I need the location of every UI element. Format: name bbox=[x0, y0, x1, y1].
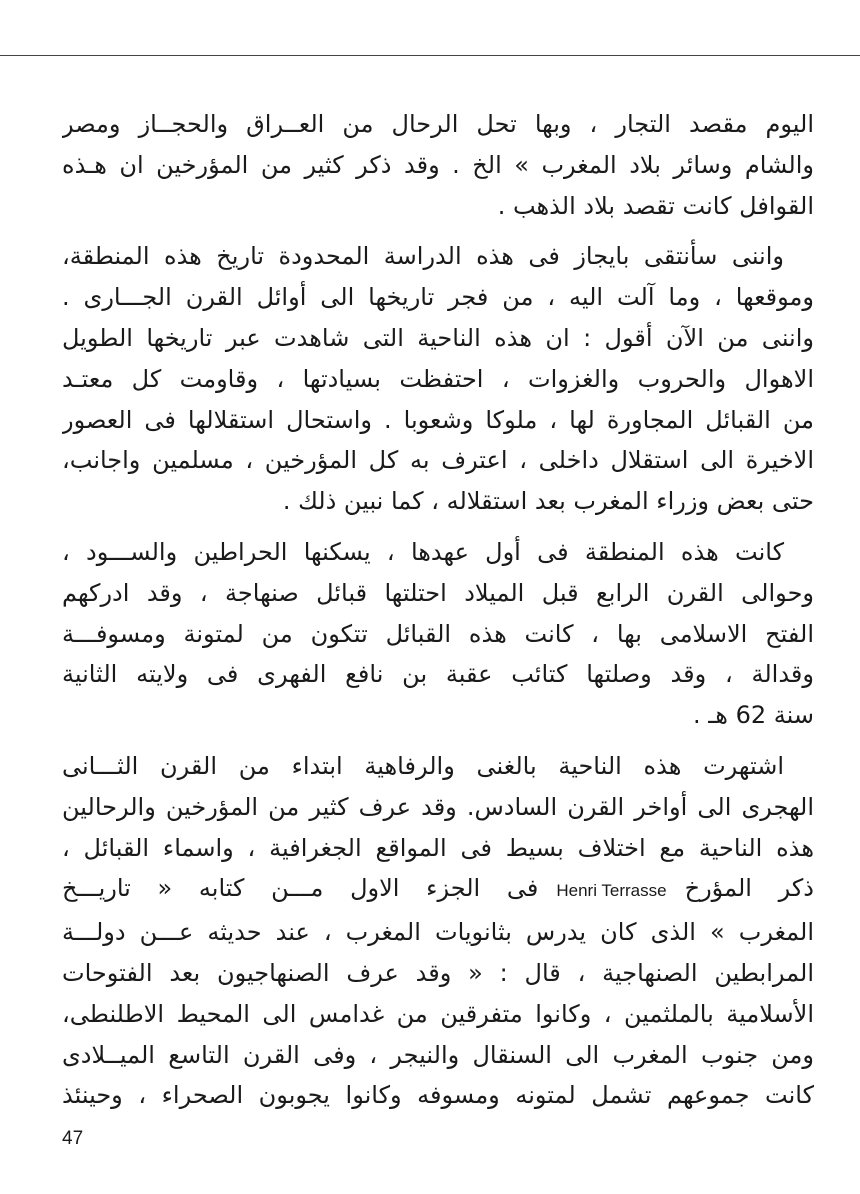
text-line: ومن جنوب المغرب الى السنقال والنيجر ، وفى القرن التاسع الميــلادى bbox=[62, 1040, 814, 1069]
text-line: الاخيرة الى استقلال داخلى ، اعترف به كل المؤرخين ، مسلمين واجانب، bbox=[62, 446, 814, 475]
paragraph-1 bbox=[62, 104, 814, 226]
text-line: هذه الناحية مع اختلاف بسيط فى المواقع الجغرافية ، واسماء القبائل ، bbox=[62, 833, 814, 862]
text-line: وحوالى القرن الرابع قبل الميلاد احتلتها قبائل صنهاجة ، وقد ادركهم bbox=[62, 578, 814, 607]
text-line: وموقعها ، وما آلت اليه ، من فجر تاريخها الى أوائل القرن الجـــارى . bbox=[62, 283, 814, 312]
text-line: الاهوال والحروب والغزوات ، احتفظت بسيادتها ، وقاومت كل معتـد bbox=[62, 364, 814, 393]
text-fragment: فى الجزء الاول مـــن كتابه « تاريـــخ bbox=[62, 874, 539, 903]
text-fragment: ذكر المؤرخ bbox=[684, 874, 814, 903]
latin-author-name: Henri Terrasse bbox=[556, 881, 667, 901]
text-line: واننى من الآن أقول : ان هذه الناحية التى شاهدت عبر تاريخها الطويل bbox=[62, 323, 814, 352]
text-line: اليوم مقصد التجار ، وبها تحل الرحال من العــراق والحجــاز ومصر bbox=[62, 110, 814, 138]
paragraph-2 bbox=[62, 236, 814, 522]
text-line: القوافل كانت تقصد بلاد الذهب . bbox=[497, 191, 814, 220]
header-rule bbox=[0, 55, 860, 56]
text-line: كانت هذه المنطقة فى أول عهدها ، يسكنها الحراطين والســـود ، bbox=[62, 537, 784, 566]
text-line: الأسلامية بالملثمين ، وكانوا متفرقين من غدامس الى المحيط الاطلنطى، bbox=[62, 999, 814, 1028]
text-line: كانت جموعهم تشمل لمتونه ومسوفه وكانوا يجوبون الصحراء ، وحينئذ bbox=[62, 1081, 814, 1110]
text-line: من القبائل المجاورة لها ، ملوكا وشعوبا . واستحال استقلالها فى العصور bbox=[62, 405, 814, 434]
text-line: المغرب » الذى كان يدرس بثانويات المغرب ، عند حديثه عـــن دولـــة bbox=[62, 918, 814, 947]
text-line-with-latin bbox=[62, 868, 814, 912]
text-line: الهجرى الى أواخر القرن السادس. وقد عرف كثير من المؤرخين والرحالين bbox=[62, 792, 814, 821]
text-line: المرابطين الصنهاجية ، قال : « وقد عرف الصنهاجيون بعد الفتوحات bbox=[62, 958, 814, 987]
paragraph-3 bbox=[62, 532, 814, 736]
text-line: وقدالة ، وقد وصلتها كتائب عقبة بن نافع الفهرى فى ولايته الثانية bbox=[62, 660, 814, 689]
page-number: 47 bbox=[62, 1128, 84, 1149]
page-body bbox=[62, 104, 814, 1116]
text-line: اشتهرت هذه الناحية بالغنى والرفاهية ابتداء من القرن الثـــانى bbox=[62, 751, 784, 780]
text-line: واننى سأنتقى بايجاز فى هذه الدراسة المحدودة تاريخ هذه المنطقة، bbox=[62, 242, 784, 271]
text-line: سنة 62 هـ . bbox=[693, 701, 814, 730]
text-line: والشام وسائر بلاد المغرب » الخ . وقد ذكر كثير من المؤرخين ان هـذه bbox=[62, 150, 814, 179]
text-line: الفتح الاسلامى بها ، كانت هذه القبائل تتكون من لمتونة ومسوفـــة bbox=[62, 619, 814, 648]
text-line: حتى بعض وزراء المغرب بعد استقلاله ، كما نبين ذلك . bbox=[282, 487, 814, 516]
paragraph-4 bbox=[62, 746, 814, 1116]
